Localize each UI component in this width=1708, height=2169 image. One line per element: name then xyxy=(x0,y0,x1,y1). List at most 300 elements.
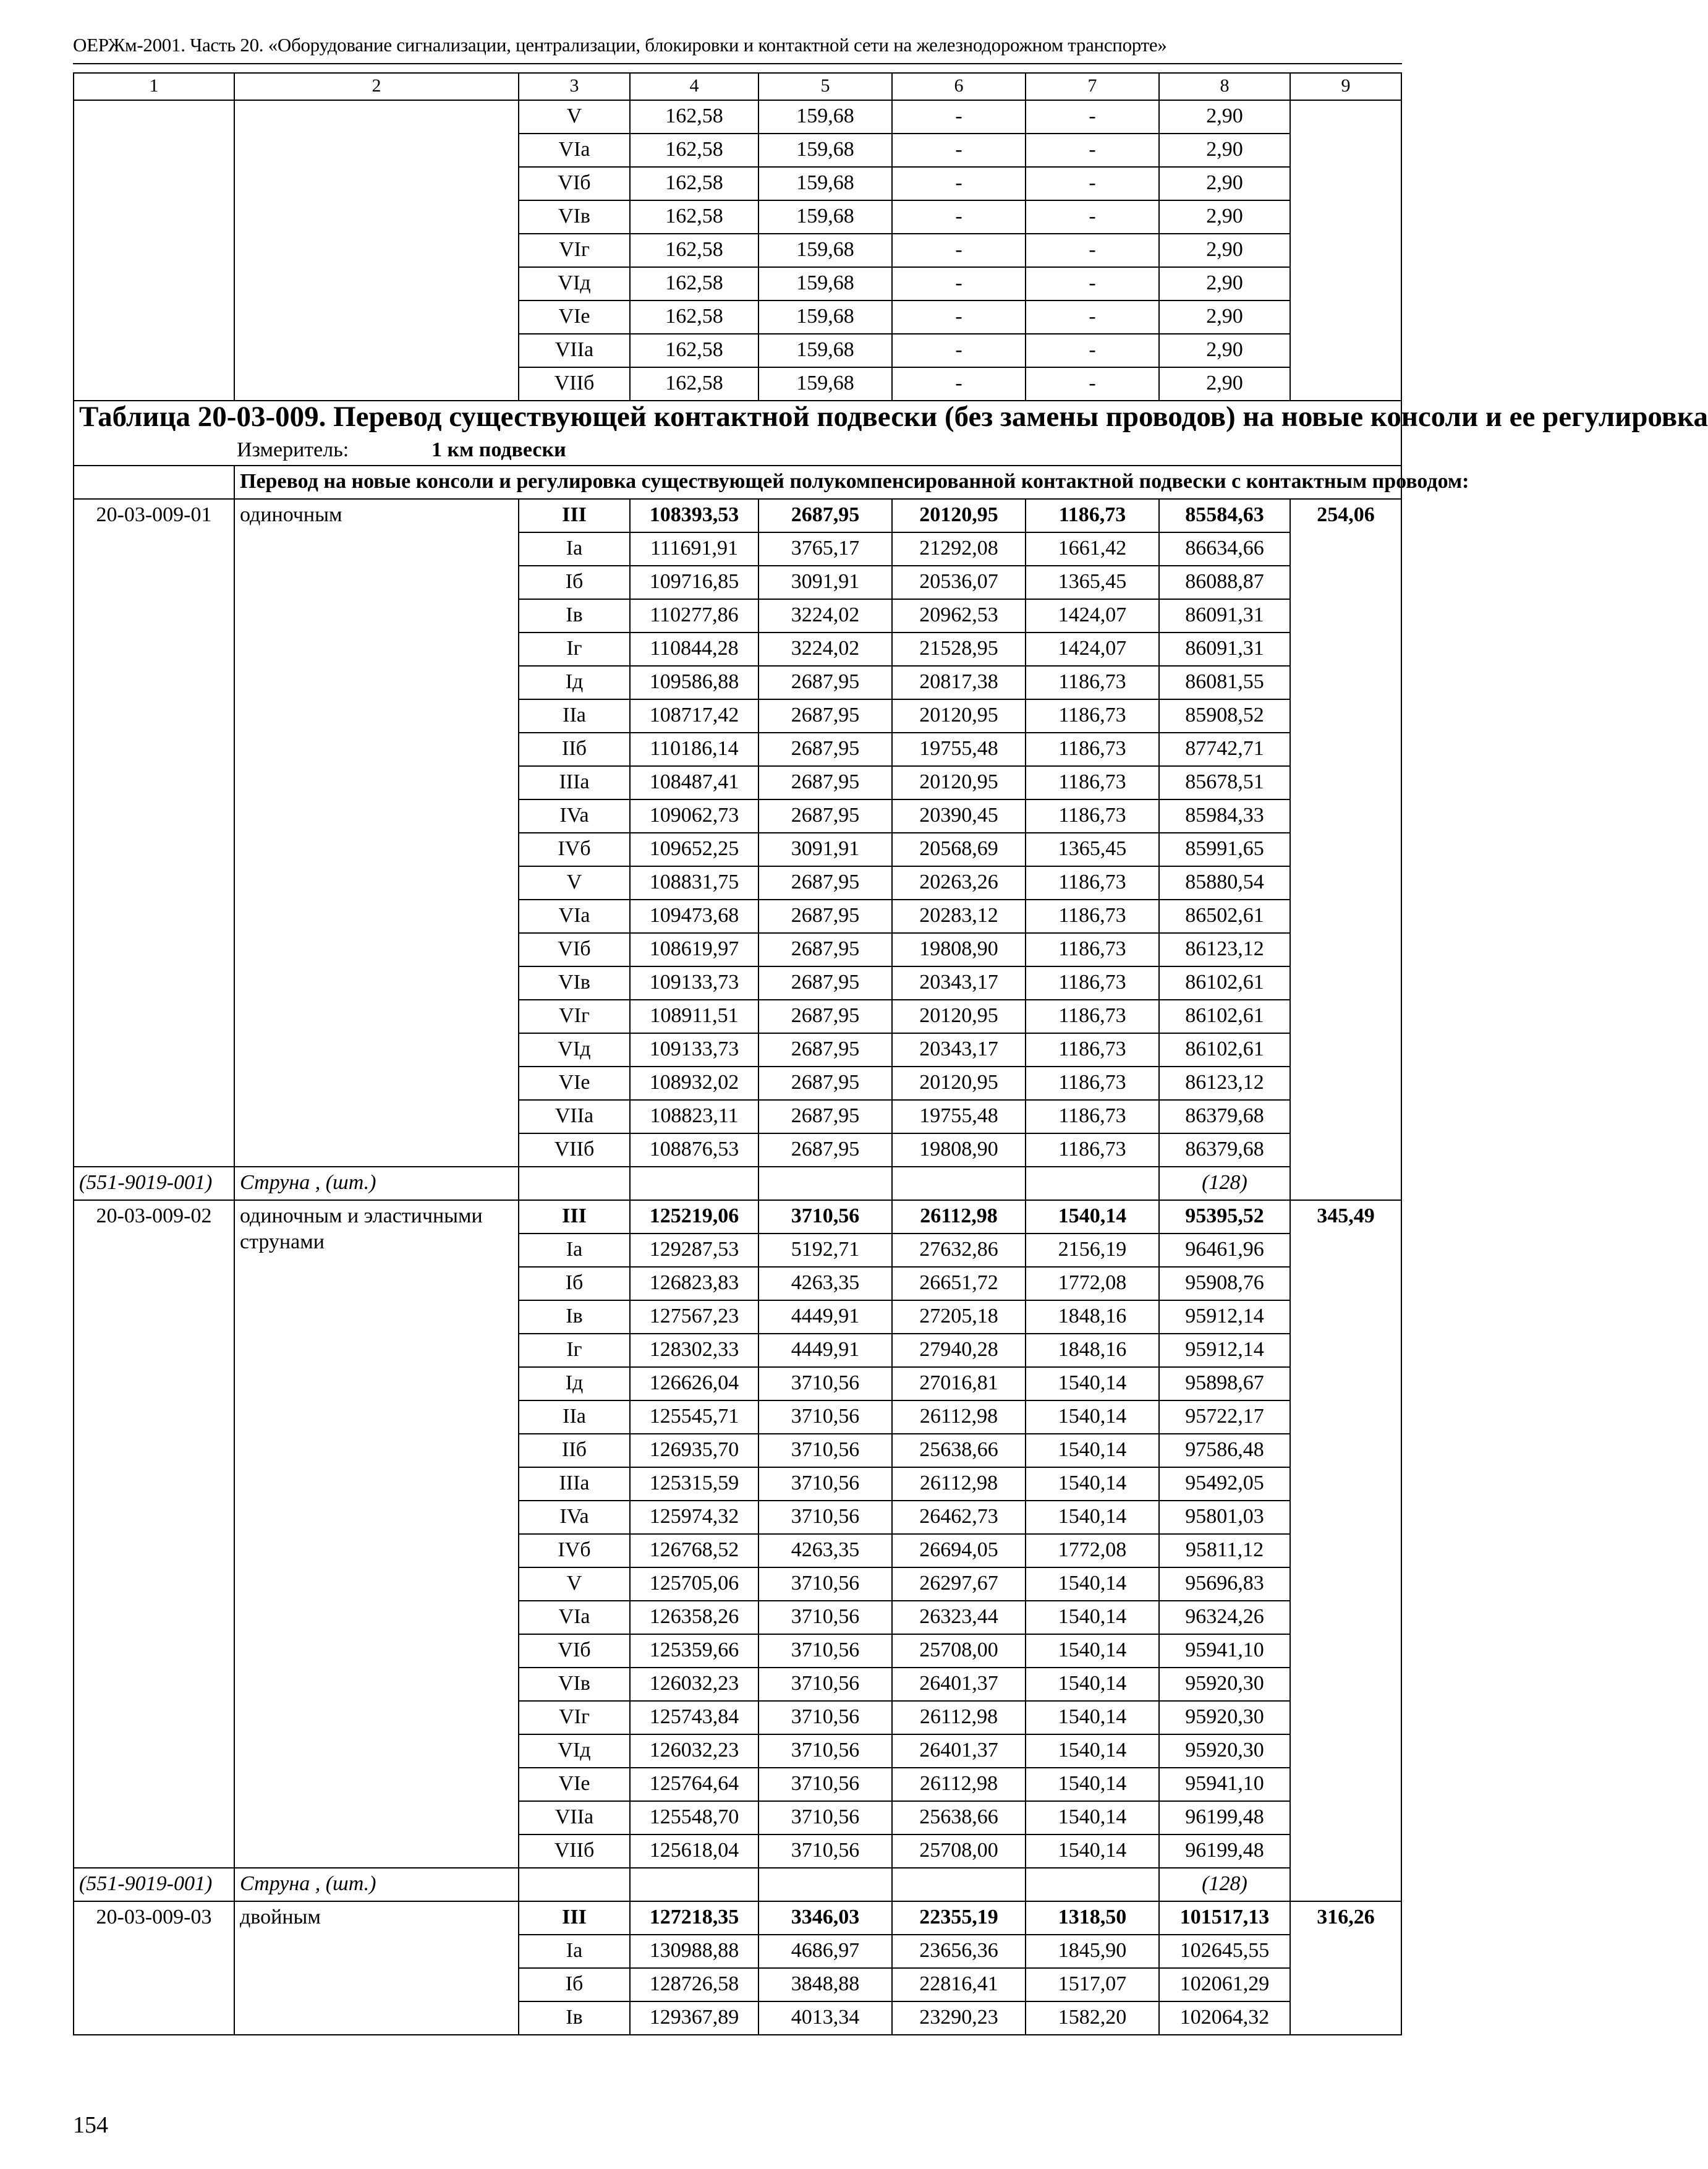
value-cell: 86123,12 xyxy=(1159,1067,1290,1100)
value-cell: 102645,55 xyxy=(1159,1935,1290,1968)
value-cell: 27940,28 xyxy=(892,1334,1026,1367)
zone-cell: Iг xyxy=(519,633,630,666)
value-cell: 20962,53 xyxy=(892,599,1026,633)
value-cell: 20343,17 xyxy=(892,1033,1026,1067)
value-cell: 109473,68 xyxy=(630,900,758,933)
value-cell: 86502,61 xyxy=(1159,900,1290,933)
value-cell: 96199,48 xyxy=(1159,1801,1290,1834)
value-cell: 2687,95 xyxy=(758,666,892,699)
value-cell: - xyxy=(1026,100,1159,134)
zone-cell: III xyxy=(519,499,630,532)
zone-cell: Ia xyxy=(519,1234,630,1267)
value-cell: 26112,98 xyxy=(892,1400,1026,1434)
zone-cell: Iв xyxy=(519,599,630,633)
value-cell: 1186,73 xyxy=(1026,1033,1159,1067)
value-cell: 125219,06 xyxy=(630,1200,758,1234)
value-cell: 3710,56 xyxy=(758,1768,892,1801)
value-cell: 1540,14 xyxy=(1026,1768,1159,1801)
value-cell: 125764,64 xyxy=(630,1768,758,1801)
value-cell: 108823,11 xyxy=(630,1100,758,1133)
zone-cell: Iд xyxy=(519,1367,630,1400)
value-cell: 95395,52 xyxy=(1159,1200,1290,1234)
value-cell: 1540,14 xyxy=(1026,1634,1159,1668)
value-cell: 1540,14 xyxy=(1026,1501,1159,1534)
empty-cell xyxy=(630,1868,758,1901)
value-cell: 3091,91 xyxy=(758,566,892,599)
value-cell: 159,68 xyxy=(758,200,892,234)
table-row xyxy=(74,499,1401,532)
value-cell: 96461,96 xyxy=(1159,1234,1290,1267)
value-cell: 2687,95 xyxy=(758,499,892,532)
zone-cell: VIд xyxy=(519,1033,630,1067)
value-cell: 1186,73 xyxy=(1026,1000,1159,1033)
value-cell: 3224,02 xyxy=(758,599,892,633)
value-cell: 95912,14 xyxy=(1159,1334,1290,1367)
value-cell: 162,58 xyxy=(630,334,758,367)
value-cell: 4013,34 xyxy=(758,2001,892,2035)
value-cell: - xyxy=(1026,267,1159,300)
value-cell: 2,90 xyxy=(1159,234,1290,267)
value-cell: 159,68 xyxy=(758,134,892,167)
value-cell: 108831,75 xyxy=(630,866,758,900)
value-cell: 3710,56 xyxy=(758,1467,892,1501)
value-cell: 2687,95 xyxy=(758,1067,892,1100)
value-cell: 1365,45 xyxy=(1026,566,1159,599)
section-heading-row xyxy=(74,466,1401,499)
value-cell: 108911,51 xyxy=(630,1000,758,1033)
zone-cell: VIб xyxy=(519,933,630,966)
value-cell: 95898,67 xyxy=(1159,1367,1290,1400)
zone-cell: VIe xyxy=(519,1768,630,1801)
value-cell: 20283,12 xyxy=(892,900,1026,933)
zone-cell: IVa xyxy=(519,1501,630,1534)
zone-cell: VIIб xyxy=(519,1133,630,1167)
value-cell: 162,58 xyxy=(630,167,758,200)
zone-cell: VIд xyxy=(519,1734,630,1768)
value-cell: 3710,56 xyxy=(758,1734,892,1768)
value-cell: 4449,91 xyxy=(758,1300,892,1334)
value-cell: 2,90 xyxy=(1159,267,1290,300)
value-cell: 27205,18 xyxy=(892,1300,1026,1334)
value-cell: 2687,95 xyxy=(758,766,892,799)
zone-cell: Ia xyxy=(519,1935,630,1968)
column-number: 9 xyxy=(1290,73,1401,100)
value-cell: 4686,97 xyxy=(758,1935,892,1968)
value-cell: 109652,25 xyxy=(630,833,758,866)
zone-cell: IVб xyxy=(519,833,630,866)
value-cell: 162,58 xyxy=(630,100,758,134)
value-cell: 20390,45 xyxy=(892,799,1026,833)
value-cell: 1365,45 xyxy=(1026,833,1159,866)
labor-cost: 316,26 xyxy=(1290,1901,1401,2035)
value-cell: 1540,14 xyxy=(1026,1701,1159,1734)
empty-cell xyxy=(1026,1868,1159,1901)
column-number: 6 xyxy=(892,73,1026,100)
zone-cell: VIa xyxy=(519,134,630,167)
value-cell: 96199,48 xyxy=(1159,1834,1290,1868)
zone-cell: IIб xyxy=(519,733,630,766)
value-cell: 1424,07 xyxy=(1026,599,1159,633)
value-cell: 85991,65 xyxy=(1159,833,1290,866)
zone-cell: Iб xyxy=(519,566,630,599)
value-cell: 109133,73 xyxy=(630,966,758,1000)
value-cell: 25638,66 xyxy=(892,1801,1026,1834)
value-cell: 159,68 xyxy=(758,334,892,367)
value-cell: 162,58 xyxy=(630,134,758,167)
value-cell: 125545,71 xyxy=(630,1400,758,1434)
value-cell: 126935,70 xyxy=(630,1434,758,1467)
value-cell: 25708,00 xyxy=(892,1634,1026,1668)
zone-cell: IVб xyxy=(519,1534,630,1567)
value-cell: 20343,17 xyxy=(892,966,1026,1000)
value-cell: 3710,56 xyxy=(758,1400,892,1434)
value-cell: 159,68 xyxy=(758,234,892,267)
value-cell: 1845,90 xyxy=(1026,1935,1159,1968)
material-code: (551-9019-001) xyxy=(74,1868,234,1901)
value-cell: 95492,05 xyxy=(1159,1467,1290,1501)
value-cell: 95696,83 xyxy=(1159,1567,1290,1601)
value-cell: 26401,37 xyxy=(892,1734,1026,1768)
value-cell: 19808,90 xyxy=(892,1133,1026,1167)
value-cell: 26323,44 xyxy=(892,1601,1026,1634)
value-cell: 1582,20 xyxy=(1026,2001,1159,2035)
value-cell: 2,90 xyxy=(1159,134,1290,167)
value-cell: 159,68 xyxy=(758,167,892,200)
page-number: 154 xyxy=(73,2112,108,2138)
empty-cell xyxy=(758,1167,892,1200)
zone-cell: VIIa xyxy=(519,1100,630,1133)
zone-cell: VIIб xyxy=(519,1834,630,1868)
value-cell: 2687,95 xyxy=(758,1033,892,1067)
material-row xyxy=(74,1167,1401,1200)
value-cell: 22816,41 xyxy=(892,1968,1026,2001)
value-cell: 1661,42 xyxy=(1026,532,1159,566)
value-cell: 26401,37 xyxy=(892,1668,1026,1701)
table-row xyxy=(74,1901,1401,1935)
rate-description: двойным xyxy=(234,1901,519,2035)
value-cell: 20263,26 xyxy=(892,866,1026,900)
value-cell: - xyxy=(892,100,1026,134)
value-cell: 3346,03 xyxy=(758,1901,892,1935)
value-cell: 162,58 xyxy=(630,367,758,401)
value-cell: 25638,66 xyxy=(892,1434,1026,1467)
value-cell: 110277,86 xyxy=(630,599,758,633)
rate-description: одиночным и эластичными струнами xyxy=(234,1200,519,1868)
value-cell: 125359,66 xyxy=(630,1634,758,1668)
value-cell: 21528,95 xyxy=(892,633,1026,666)
value-cell: 1848,16 xyxy=(1026,1300,1159,1334)
value-cell: 19755,48 xyxy=(892,1100,1026,1133)
zone-cell: VIг xyxy=(519,1000,630,1033)
value-cell: 20120,95 xyxy=(892,766,1026,799)
value-cell: 1186,73 xyxy=(1026,799,1159,833)
value-cell: 95722,17 xyxy=(1159,1400,1290,1434)
value-cell: 85584,63 xyxy=(1159,499,1290,532)
value-cell: 108619,97 xyxy=(630,933,758,966)
value-cell: 2,90 xyxy=(1159,300,1290,334)
zone-cell: V xyxy=(519,1567,630,1601)
value-cell: 111691,91 xyxy=(630,532,758,566)
value-cell: 128726,58 xyxy=(630,1968,758,2001)
value-cell: 109716,85 xyxy=(630,566,758,599)
value-cell: 86379,68 xyxy=(1159,1133,1290,1167)
value-cell: - xyxy=(892,267,1026,300)
value-cell: 3710,56 xyxy=(758,1834,892,1868)
zone-cell: V xyxy=(519,100,630,134)
zone-cell: VIг xyxy=(519,234,630,267)
value-cell: - xyxy=(1026,334,1159,367)
value-cell: 4449,91 xyxy=(758,1334,892,1367)
zone-cell: Iд xyxy=(519,666,630,699)
table-row xyxy=(74,1200,1401,1234)
value-cell: 159,68 xyxy=(758,367,892,401)
value-cell: 26651,72 xyxy=(892,1267,1026,1300)
value-cell: 126358,26 xyxy=(630,1601,758,1634)
zone-cell: VIв xyxy=(519,200,630,234)
value-cell: 2,90 xyxy=(1159,100,1290,134)
value-cell: 2687,95 xyxy=(758,866,892,900)
value-cell: 23656,36 xyxy=(892,1935,1026,1968)
material-qty: (128) xyxy=(1159,1167,1290,1200)
column-number-row xyxy=(74,73,1401,100)
table-title-row xyxy=(74,401,1401,466)
measure-value: 1 км подвески xyxy=(431,438,566,461)
value-cell: 85984,33 xyxy=(1159,799,1290,833)
value-cell: 95811,12 xyxy=(1159,1534,1290,1567)
value-cell: 5192,71 xyxy=(758,1234,892,1267)
value-cell: 1186,73 xyxy=(1026,933,1159,966)
value-cell: 102061,29 xyxy=(1159,1968,1290,2001)
empty-cell xyxy=(630,1167,758,1200)
value-cell: 125705,06 xyxy=(630,1567,758,1601)
value-cell: 20568,69 xyxy=(892,833,1026,866)
value-cell: 19755,48 xyxy=(892,733,1026,766)
zone-cell: Iв xyxy=(519,2001,630,2035)
value-cell: 108487,41 xyxy=(630,766,758,799)
value-cell: 19808,90 xyxy=(892,933,1026,966)
value-cell: 1186,73 xyxy=(1026,666,1159,699)
value-cell: 3710,56 xyxy=(758,1200,892,1234)
zone-cell: Iб xyxy=(519,1267,630,1300)
value-cell: 20120,95 xyxy=(892,699,1026,733)
value-cell: 1186,73 xyxy=(1026,966,1159,1000)
empty-cell xyxy=(892,1167,1026,1200)
value-cell: 86123,12 xyxy=(1159,933,1290,966)
value-cell: 3710,56 xyxy=(758,1601,892,1634)
value-cell: 159,68 xyxy=(758,100,892,134)
value-cell: 127567,23 xyxy=(630,1300,758,1334)
running-header: ОЕРЖм-2001. Часть 20. «Оборудование сигнализации, централизации, блокировки и контактной сети на железнодорожном транспорте» xyxy=(73,34,1167,56)
zone-cell: VIa xyxy=(519,1601,630,1634)
value-cell: 97586,48 xyxy=(1159,1434,1290,1467)
value-cell: 2687,95 xyxy=(758,966,892,1000)
value-cell: 109062,73 xyxy=(630,799,758,833)
zone-cell: VIIб xyxy=(519,367,630,401)
value-cell: 3710,56 xyxy=(758,1634,892,1668)
value-cell: 3710,56 xyxy=(758,1668,892,1701)
value-cell: - xyxy=(1026,134,1159,167)
value-cell: 20120,95 xyxy=(892,1067,1026,1100)
column-number: 2 xyxy=(234,73,519,100)
value-cell: 1540,14 xyxy=(1026,1801,1159,1834)
value-cell: 85678,51 xyxy=(1159,766,1290,799)
value-cell: 2,90 xyxy=(1159,200,1290,234)
value-cell: 96324,26 xyxy=(1159,1601,1290,1634)
value-cell: 2687,95 xyxy=(758,933,892,966)
value-cell: 126823,83 xyxy=(630,1267,758,1300)
value-cell: 86102,61 xyxy=(1159,1033,1290,1067)
price-table xyxy=(73,72,1708,2035)
value-cell: 1540,14 xyxy=(1026,1200,1159,1234)
value-cell: 129367,89 xyxy=(630,2001,758,2035)
material-qty: (128) xyxy=(1159,1868,1290,1901)
zone-cell: IIIa xyxy=(519,766,630,799)
zone-cell: Ia xyxy=(519,532,630,566)
value-cell: 159,68 xyxy=(758,267,892,300)
material-name: Струна , (шт.) xyxy=(234,1868,519,1901)
zone-cell: VIд xyxy=(519,267,630,300)
value-cell: 26694,05 xyxy=(892,1534,1026,1567)
value-cell: 2687,95 xyxy=(758,1000,892,1033)
empty-cell xyxy=(519,1868,630,1901)
value-cell: 109133,73 xyxy=(630,1033,758,1067)
value-cell: 3224,02 xyxy=(758,633,892,666)
value-cell: 20536,07 xyxy=(892,566,1026,599)
value-cell: 108876,53 xyxy=(630,1133,758,1167)
value-cell: 162,58 xyxy=(630,300,758,334)
value-cell: - xyxy=(1026,167,1159,200)
value-cell: 3710,56 xyxy=(758,1434,892,1467)
zone-cell: IIIa xyxy=(519,1467,630,1501)
material-name: Струна , (шт.) xyxy=(234,1167,519,1200)
value-cell: 26112,98 xyxy=(892,1701,1026,1734)
value-cell: 86091,31 xyxy=(1159,599,1290,633)
empty-cell xyxy=(519,1167,630,1200)
value-cell: 1517,07 xyxy=(1026,1968,1159,2001)
value-cell: 125548,70 xyxy=(630,1801,758,1834)
value-cell: 86634,66 xyxy=(1159,532,1290,566)
empty-cell xyxy=(758,1868,892,1901)
value-cell: 162,58 xyxy=(630,200,758,234)
zone-cell: VIIa xyxy=(519,334,630,367)
value-cell: 27016,81 xyxy=(892,1367,1026,1400)
zone-cell: VIв xyxy=(519,1668,630,1701)
value-cell: 2687,95 xyxy=(758,1100,892,1133)
value-cell: 95941,10 xyxy=(1159,1768,1290,1801)
value-cell: 126032,23 xyxy=(630,1668,758,1701)
zone-cell: VIг xyxy=(519,1701,630,1734)
value-cell: 2687,95 xyxy=(758,733,892,766)
zone-cell: VIe xyxy=(519,300,630,334)
value-cell: 108932,02 xyxy=(630,1067,758,1100)
value-cell: 95920,30 xyxy=(1159,1701,1290,1734)
value-cell: 1540,14 xyxy=(1026,1834,1159,1868)
value-cell: 26112,98 xyxy=(892,1768,1026,1801)
labor-cell xyxy=(1290,100,1401,401)
value-cell: 110844,28 xyxy=(630,633,758,666)
value-cell: - xyxy=(892,167,1026,200)
value-cell: 1186,73 xyxy=(1026,499,1159,532)
value-cell: 1186,73 xyxy=(1026,900,1159,933)
value-cell: 3710,56 xyxy=(758,1801,892,1834)
value-cell: 85880,54 xyxy=(1159,866,1290,900)
value-cell: 110186,14 xyxy=(630,733,758,766)
value-cell: 1772,08 xyxy=(1026,1267,1159,1300)
zone-cell: Iв xyxy=(519,1300,630,1334)
value-cell: 95920,30 xyxy=(1159,1734,1290,1768)
labor-cost: 254,06 xyxy=(1290,499,1401,1200)
value-cell: 26112,98 xyxy=(892,1200,1026,1234)
value-cell: 108717,42 xyxy=(630,699,758,733)
value-cell: 126768,52 xyxy=(630,1534,758,1567)
value-cell: 3765,17 xyxy=(758,532,892,566)
zone-cell: IIa xyxy=(519,699,630,733)
value-cell: 95920,30 xyxy=(1159,1668,1290,1701)
zone-cell: VIa xyxy=(519,900,630,933)
column-number: 4 xyxy=(630,73,758,100)
zone-cell: IIa xyxy=(519,1400,630,1434)
zone-cell: Iб xyxy=(519,1968,630,2001)
value-cell: 95908,76 xyxy=(1159,1267,1290,1300)
value-cell: 1540,14 xyxy=(1026,1434,1159,1467)
value-cell: - xyxy=(892,134,1026,167)
empty-cell xyxy=(1026,1167,1159,1200)
measure-label: Измеритель: xyxy=(237,438,349,461)
value-cell: 26112,98 xyxy=(892,1467,1026,1501)
value-cell: 20120,95 xyxy=(892,1000,1026,1033)
value-cell: - xyxy=(1026,234,1159,267)
value-cell: 27632,86 xyxy=(892,1234,1026,1267)
value-cell: 127218,35 xyxy=(630,1901,758,1935)
table-title xyxy=(74,401,1708,466)
value-cell: 2,90 xyxy=(1159,334,1290,367)
column-number: 1 xyxy=(74,73,234,100)
header-rule xyxy=(73,63,1402,64)
empty-cell xyxy=(892,1868,1026,1901)
value-cell: 109586,88 xyxy=(630,666,758,699)
value-cell: 2156,19 xyxy=(1026,1234,1159,1267)
zone-cell: VIe xyxy=(519,1067,630,1100)
zone-cell: III xyxy=(519,1901,630,1935)
value-cell: 1186,73 xyxy=(1026,866,1159,900)
value-cell: 2687,95 xyxy=(758,1133,892,1167)
value-cell: 3710,56 xyxy=(758,1701,892,1734)
rate-code: 20-03-009-03 xyxy=(74,1901,234,2035)
value-cell: 86102,61 xyxy=(1159,1000,1290,1033)
value-cell: 125618,04 xyxy=(630,1834,758,1868)
value-cell: 108393,53 xyxy=(630,499,758,532)
value-cell: 20120,95 xyxy=(892,499,1026,532)
zone-cell: V xyxy=(519,866,630,900)
value-cell: 1772,08 xyxy=(1026,1534,1159,1567)
value-cell: 86081,55 xyxy=(1159,666,1290,699)
value-cell: 1318,50 xyxy=(1026,1901,1159,1935)
value-cell: 1540,14 xyxy=(1026,1467,1159,1501)
value-cell: 102064,32 xyxy=(1159,2001,1290,2035)
value-cell: 159,68 xyxy=(758,300,892,334)
value-cell: 95941,10 xyxy=(1159,1634,1290,1668)
value-cell: 95801,03 xyxy=(1159,1501,1290,1534)
labor-cost: 345,49 xyxy=(1290,1200,1401,1901)
value-cell: 1186,73 xyxy=(1026,1067,1159,1100)
value-cell: - xyxy=(1026,367,1159,401)
value-cell: 1424,07 xyxy=(1026,633,1159,666)
value-cell: 2,90 xyxy=(1159,367,1290,401)
value-cell: - xyxy=(892,300,1026,334)
value-cell: 20817,38 xyxy=(892,666,1026,699)
value-cell: - xyxy=(1026,300,1159,334)
rate-code: 20-03-009-01 xyxy=(74,499,234,1167)
